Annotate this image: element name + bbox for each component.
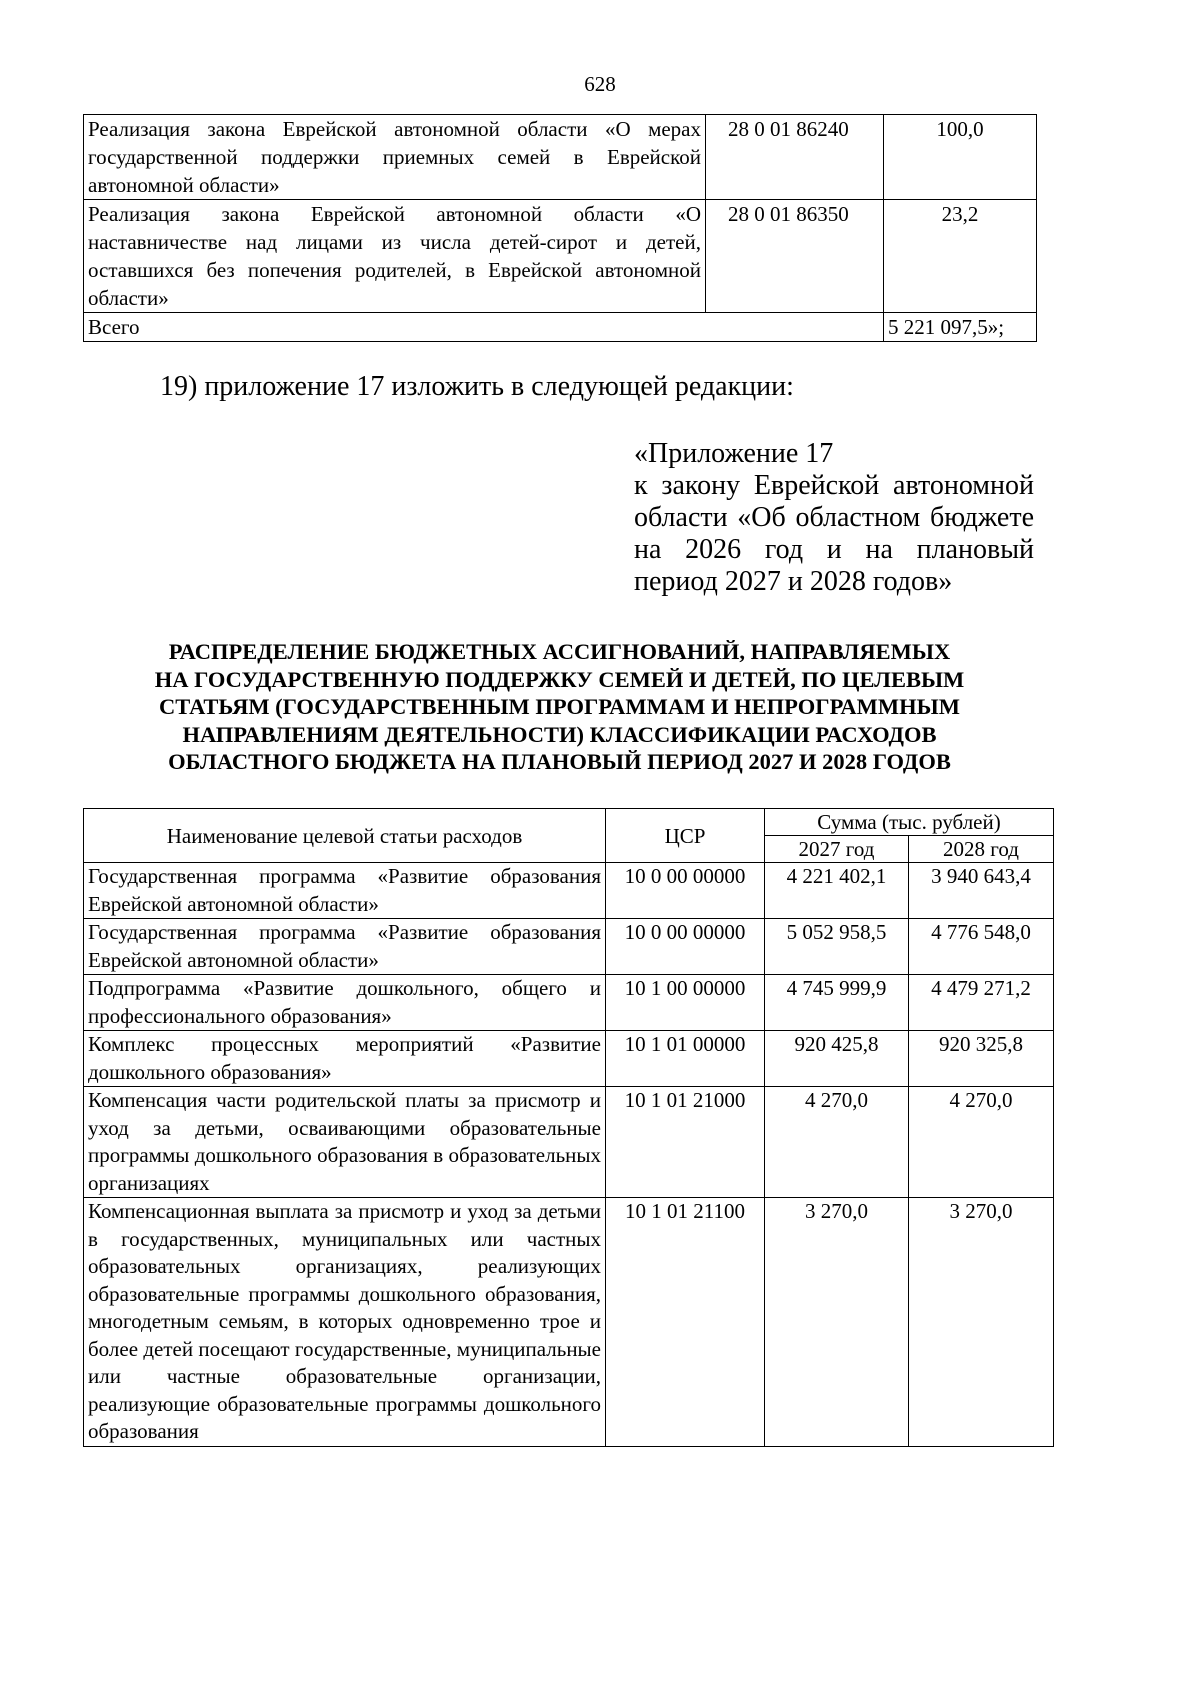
header-sum: Сумма (тыс. рублей) [765,809,1054,836]
table-row [84,1031,1054,1087]
heading-line: НА ГОСУДАРСТВЕННУЮ ПОДДЕРЖКУ СЕМЕЙ И ДЕТЕЙ, ПО ЦЕЛЕВЫМ [154,666,965,692]
row-2028: 920 325,8 [909,1031,1054,1087]
appendix-line: к закону Еврейской автономной [634,470,1034,501]
row-2028: 3 270,0 [909,1198,1054,1447]
row-code: 10 1 01 21000 [606,1087,765,1198]
row-name: Реализация закона Еврейской автономной области «О мерах государственной поддержки приемных семей в Еврейской автономной области» [84,115,706,200]
appendix-line: «Приложение 17 [634,438,834,469]
row-2027: 4 221 402,1 [765,863,909,919]
total-label: Всего [84,313,884,342]
page-number: 628 [584,72,616,96]
row-code: 10 1 00 00000 [606,975,765,1031]
table-row [84,115,1037,200]
row-2027: 920 425,8 [765,1031,909,1087]
appendix-line: период 2027 и 2028 годов» [634,566,953,597]
header-name: Наименование целевой статьи расходов [84,809,606,863]
row-code: 10 1 01 21100 [606,1198,765,1447]
table-row [84,1198,1054,1447]
heading-line: РАСПРЕДЕЛЕНИЕ БЮДЖЕТНЫХ АССИГНОВАНИЙ, НАПРАВЛЯЕМЫХ [168,639,951,664]
row-2027: 4 745 999,9 [765,975,909,1031]
row-code: 10 0 00 00000 [606,919,765,975]
row-code: 10 0 00 00000 [606,863,765,919]
row-name: Компенсационная выплата за присмотр и уход за детьми в государственных, муниципальных или частных образовательных организациях, реализующих образовательные программы дошкольного образования, многодетным семьям, в которых одновременно трое и более детей посещают государственные, муниципальные или частные образовательные организации, реализующие образовательные программы дошкольного образования [84,1198,606,1447]
appendix-line: области «Об областном бюджете [634,502,1034,533]
row-2028: 3 940 643,4 [909,863,1054,919]
heading-line: СТАТЬЯМ (ГОСУДАРСТВЕННЫМ ПРОГРАММАМ И НЕПРОГРАММНЫМ [158,694,960,719]
header-2027: 2027 год [765,836,909,863]
row-name: Компенсация части родительской платы за присмотр и уход за детьми, осваивающими образовательные программы дошкольного образования в образовательных организациях [84,1087,606,1198]
total-row [84,313,1037,342]
row-2028: 4 776 548,0 [909,919,1054,975]
previous-appendix-table [83,114,1037,342]
table-row [84,919,1054,975]
row-2027: 5 052 958,5 [765,919,909,975]
row-2027: 4 270,0 [765,1087,909,1198]
row-code: 28 0 01 86350 [706,200,884,313]
heading-line: НАПРАВЛЕНИЯМ ДЕЯТЕЛЬНОСТИ) КЛАССИФИКАЦИИ РАСХОДОВ [182,721,937,747]
total-value: 5 221 097,5»; [884,313,1037,342]
row-2028: 4 479 271,2 [909,975,1054,1031]
amendment-instruction: 19) приложение 17 изложить в следующей редакции: [160,371,794,402]
header-code: ЦСР [606,809,765,863]
appendix-reference [634,438,1034,598]
row-amount: 100,0 [884,115,1037,200]
row-amount: 23,2 [884,200,1037,313]
row-code: 28 0 01 86240 [706,115,884,200]
row-2027: 3 270,0 [765,1198,909,1447]
row-name: Государственная программа «Развитие образования Еврейской автономной области» [84,919,606,975]
table-row [84,200,1037,313]
header-2028: 2028 год [909,836,1054,863]
appendix-line: на 2026 год и на плановый [634,534,1034,565]
row-2028: 4 270,0 [909,1087,1054,1198]
row-name: Реализация закона Еврейской автономной области «О наставничестве над лицами из числа детей-сирот и детей, оставшихся без попечения родителей, в Еврейской автономной области» [84,200,706,313]
header-row [84,809,1054,836]
row-name: Комплекс процессных мероприятий «Развитие дошкольного образования» [84,1031,606,1087]
row-name: Государственная программа «Развитие образования Еврейской автономной области» [84,863,606,919]
row-name: Подпрограмма «Развитие дошкольного, общего и профессионального образования» [84,975,606,1031]
table-row [84,863,1054,919]
document-heading [83,638,1036,776]
heading-line: ОБЛАСТНОГО БЮДЖЕТА НА ПЛАНОВЫЙ ПЕРИОД 2027 И 2028 ГОДОВ [168,749,951,774]
table-row [84,975,1054,1031]
budget-allocation-table [83,808,1054,1447]
row-code: 10 1 01 00000 [606,1031,765,1087]
table-row [84,1087,1054,1198]
